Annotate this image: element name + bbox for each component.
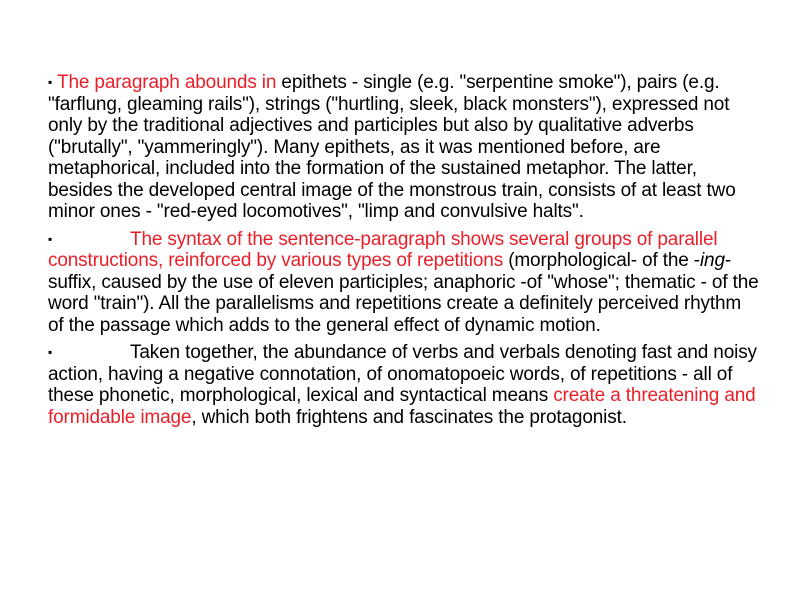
paragraph-syntax-text-1: (morphological- of the - xyxy=(503,250,700,271)
paragraph-summary-text-1: Taken together, the abundance of verbs and verbals denoting fast and noisy action, having a negative connotation, of onomatopoeic words, of repetitions - all of these phonetic, morphological, lexical and syntactical means xyxy=(48,342,757,406)
paragraph-syntax-italic: ing xyxy=(699,250,725,271)
paragraph-epithets xyxy=(48,72,760,223)
paragraph-syntax-text-2: -suffix, caused by the use of eleven participles; anaphoric -of "whose"; thematic - of the word "train"). All the parallelisms and repetitions create a definitely perceived rhythm of the passage which adds to the general effect of dynamic motion. xyxy=(48,250,759,336)
highlight-epithets-intro: The paragraph abounds in xyxy=(57,72,277,93)
paragraph-epithets-text: epithets - single (e.g. "serpentine smoke"), pairs (e.g. "farflung, gleaming rails"), strings ("hurtling, sleek, black monsters"), expressed not only by the traditional adjectives and participles but also by qualitative adverbs ("brutally", "yammeringly"). Many epithets, as it was mentioned before, are metaphorical, included into the formation of the sustained metaphor. The latter, besides the developed central image of the monstrous train, consists of at least two minor ones - "red-eyed locomotives", "limp and convulsive halts". xyxy=(48,72,736,222)
bullet-icon: ▪ xyxy=(48,345,53,359)
highlight-syntax: The syntax of the sentence-paragraph shows several groups of parallel constructions, reinforced by various types of repetitions xyxy=(48,228,718,271)
bullet-icon: ▪ xyxy=(48,231,53,246)
paragraph-syntax xyxy=(48,229,760,337)
paragraph-summary-text-2: , which both frightens and fascinates the protagonist. xyxy=(191,406,627,428)
highlight-image: create a threatening and formidable image xyxy=(48,385,756,428)
paragraph-summary xyxy=(48,342,760,428)
bullet-icon: ▪ xyxy=(48,75,53,89)
